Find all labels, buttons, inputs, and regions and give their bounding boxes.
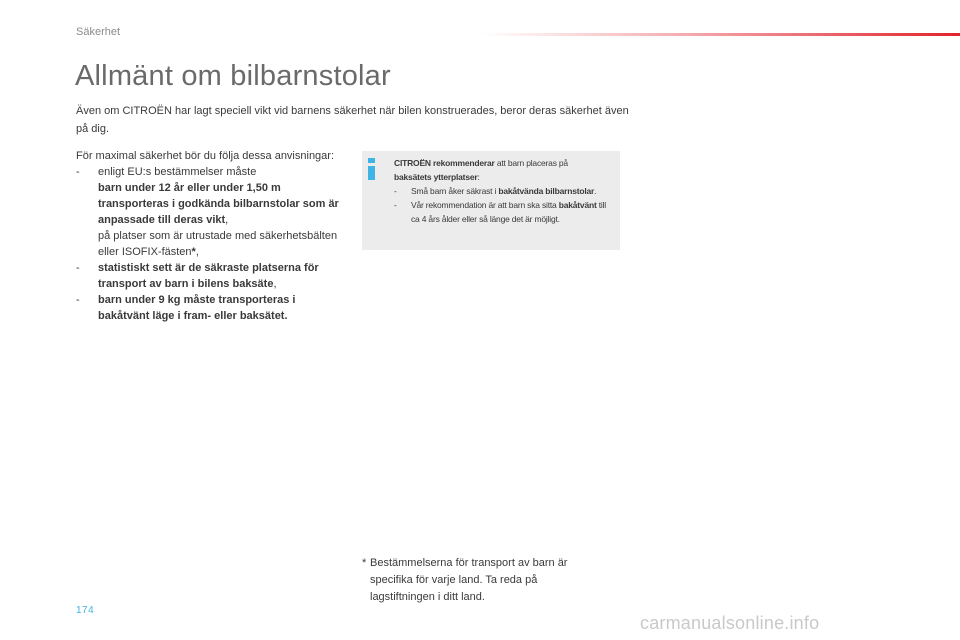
footnote-star: * <box>362 557 367 569</box>
page-number: 174 <box>76 605 95 616</box>
bullet-bold-text: statistiskt sett är de säkraste platserna för transport av barn i bilens baksäte <box>98 262 319 290</box>
page-title: Allmänt om bilbarnstolar <box>75 60 391 92</box>
info-list <box>394 184 616 226</box>
bullet-bold-text: barn under 12 år eller under 1,50 m transporteras i godkända bilbarnstolar som är anpassade till deras vikt <box>98 182 339 226</box>
info-box <box>362 151 620 250</box>
footnote-text: Bestämmelserna för transport av barn är specifika för varje land. Ta reda på lagstiftningen i ditt land. <box>370 557 568 603</box>
bullet-dash: - <box>394 200 397 210</box>
bullet-bold-text: barn under 9 kg måste transporteras i bakåtvänt läge i fram- eller baksätet. <box>98 294 296 322</box>
bullet-dash: - <box>76 294 80 306</box>
intro-paragraph: Även om CITROËN har lagt speciell vikt vid barnens säkerhet när bilen konstruerades, beror deras säkerhet även på dig. <box>76 105 629 135</box>
bullet-text: på platser som är utrustade med säkerhetsbälten eller ISOFIX-fästen <box>98 230 338 258</box>
footnote <box>362 555 592 606</box>
bullet-punct: , <box>195 246 199 258</box>
info-box-text <box>394 156 616 226</box>
list-item <box>76 292 346 324</box>
instructions-lead: För maximal säkerhet bör du följa dessa anvisningar: <box>76 150 335 162</box>
bullet-text: enligt EU:s bestämmelser måste <box>98 166 257 178</box>
bullet-dash: - <box>76 166 80 178</box>
bullet-punct: , <box>225 214 229 226</box>
bullet-dash: - <box>76 262 80 274</box>
list-item: - Vår rekommendation är att barn ska sitta bakåtvänt till ca 4 års ålder eller så länge det är möjligt. <box>394 200 606 224</box>
list-item <box>76 164 346 260</box>
section-label: Säkerhet <box>76 26 121 38</box>
info-lead: CITROËN rekommenderar att barn placeras på baksätets ytterplatser: <box>394 158 568 182</box>
bullet-punct: , <box>273 278 277 290</box>
bullet-dash: - <box>394 186 397 196</box>
instructions-column <box>76 148 346 324</box>
info-icon <box>368 158 375 180</box>
header-rule <box>480 33 960 36</box>
footnote-star: * <box>191 246 196 258</box>
instructions-list <box>76 164 346 324</box>
list-item <box>76 260 346 292</box>
watermark: carmanualsonline.info <box>640 613 820 633</box>
list-item: - Små barn åker säkrast i bakåtvända bilbarnstolar. <box>394 186 597 196</box>
